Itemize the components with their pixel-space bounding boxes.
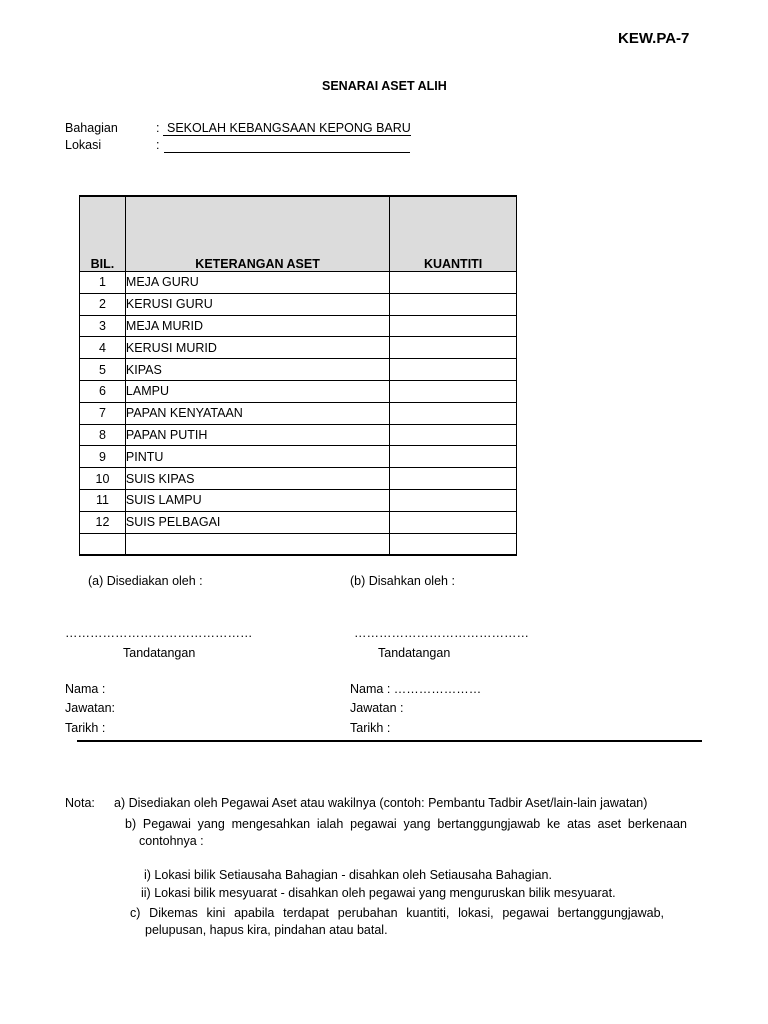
row-quantity xyxy=(390,293,517,315)
header-keterangan: KETERANGAN ASET xyxy=(125,196,389,272)
row-bil: 5 xyxy=(80,359,126,381)
prepared-nama: Nama : xyxy=(65,682,106,696)
row-quantity xyxy=(390,424,517,446)
table-row xyxy=(80,380,517,402)
row-bil: 1 xyxy=(80,272,126,294)
approved-signature-label: Tandatangan xyxy=(378,646,451,660)
lokasi-value-line xyxy=(164,139,410,153)
row-bil: 10 xyxy=(80,468,126,490)
note-b-line1: b) Pegawai yang mengesahkan ialah pegawai yang bertanggungjawab ke atas aset berkenaan xyxy=(125,817,687,831)
prepared-signature-line: ……………………………………… xyxy=(65,626,253,640)
note-b-ii: ii) Lokasi bilik mesyuarat - disahkan oleh pegawai yang menguruskan bilik mesyuarat. xyxy=(141,886,616,900)
row-description: MEJA MURID xyxy=(125,315,389,337)
approved-by-heading: (b) Disahkan oleh : xyxy=(350,574,455,588)
table-row xyxy=(80,293,517,315)
bahagian-value: SEKOLAH KEBANGSAAN KEPONG BARU xyxy=(163,121,411,136)
row-quantity xyxy=(390,337,517,359)
note-c-line1: c) Dikemas kini apabila terdapat perubahan kuantiti, lokasi, pegawai bertanggungjawab, xyxy=(130,906,664,920)
header-kuantiti: KUANTITI xyxy=(390,196,517,272)
table-row xyxy=(80,511,517,533)
approved-nama: Nama : ………………… xyxy=(350,682,482,696)
row-description: SUIS LAMPU xyxy=(125,489,389,511)
row-bil: 6 xyxy=(80,380,126,402)
section-divider xyxy=(77,740,702,742)
table-row xyxy=(80,337,517,359)
row-quantity xyxy=(390,272,517,294)
prepared-signature-label: Tandatangan xyxy=(123,646,196,660)
table-row xyxy=(80,315,517,337)
row-description: LAMPU xyxy=(125,380,389,402)
row-description: KERUSI GURU xyxy=(125,293,389,315)
table-row xyxy=(80,489,517,511)
table-row xyxy=(80,272,517,294)
row-description: PINTU xyxy=(125,446,389,468)
prepared-jawatan: Jawatan: xyxy=(65,701,116,715)
row-bil: 4 xyxy=(80,337,126,359)
row-description: SUIS KIPAS xyxy=(125,468,389,490)
row-bil xyxy=(80,533,126,555)
table-row xyxy=(80,424,517,446)
bahagian-colon: : xyxy=(156,121,160,135)
form-code: KEW.PA-7 xyxy=(618,30,690,47)
row-description: MEJA GURU xyxy=(125,272,389,294)
row-quantity xyxy=(390,533,517,555)
header-bil: BIL. xyxy=(80,196,126,272)
row-description: PAPAN PUTIH xyxy=(125,424,389,446)
notes-label: Nota: xyxy=(65,796,95,810)
prepared-tarikh: Tarikh : xyxy=(65,721,106,735)
approved-jawatan: Jawatan : xyxy=(350,701,404,715)
table-row xyxy=(80,446,517,468)
row-quantity xyxy=(390,468,517,490)
row-description xyxy=(125,533,389,555)
row-quantity xyxy=(390,489,517,511)
page-title: SENARAI ASET ALIH xyxy=(322,79,447,93)
row-quantity xyxy=(390,359,517,381)
row-quantity xyxy=(390,315,517,337)
row-bil: 8 xyxy=(80,424,126,446)
asset-table xyxy=(79,195,517,556)
row-bil: 11 xyxy=(80,489,126,511)
table-row xyxy=(80,402,517,424)
row-description: SUIS PELBAGAI xyxy=(125,511,389,533)
row-quantity xyxy=(390,380,517,402)
table-row xyxy=(80,359,517,381)
row-bil: 3 xyxy=(80,315,126,337)
table-header-row xyxy=(80,196,517,272)
note-c-line2: pelupusan, hapus kira, pindahan atau batal. xyxy=(145,923,388,937)
lokasi-colon: : xyxy=(156,138,160,152)
note-b-i: i) Lokasi bilik Setiausaha Bahagian - disahkan oleh Setiausaha Bahagian. xyxy=(144,868,552,882)
lokasi-label: Lokasi xyxy=(65,138,102,152)
lokasi-value xyxy=(164,140,410,153)
prepared-by-heading: (a) Disediakan oleh : xyxy=(88,574,203,588)
row-quantity xyxy=(390,402,517,424)
row-description: KIPAS xyxy=(125,359,389,381)
approved-signature-line: …………………………………… xyxy=(354,626,529,640)
row-bil: 2 xyxy=(80,293,126,315)
row-bil: 7 xyxy=(80,402,126,424)
row-quantity xyxy=(390,511,517,533)
note-b-line2: contohnya : xyxy=(139,834,204,848)
note-a: a) Disediakan oleh Pegawai Aset atau wakilnya (contoh: Pembantu Tadbir Aset/lain-lain jawatan) xyxy=(114,796,648,810)
row-description: KERUSI MURID xyxy=(125,337,389,359)
row-quantity xyxy=(390,446,517,468)
row-bil: 9 xyxy=(80,446,126,468)
row-description: PAPAN KENYATAAN xyxy=(125,402,389,424)
table-row xyxy=(80,533,517,555)
approved-tarikh: Tarikh : xyxy=(350,721,391,735)
row-bil: 12 xyxy=(80,511,126,533)
bahagian-label: Bahagian xyxy=(65,121,118,135)
table-row xyxy=(80,468,517,490)
